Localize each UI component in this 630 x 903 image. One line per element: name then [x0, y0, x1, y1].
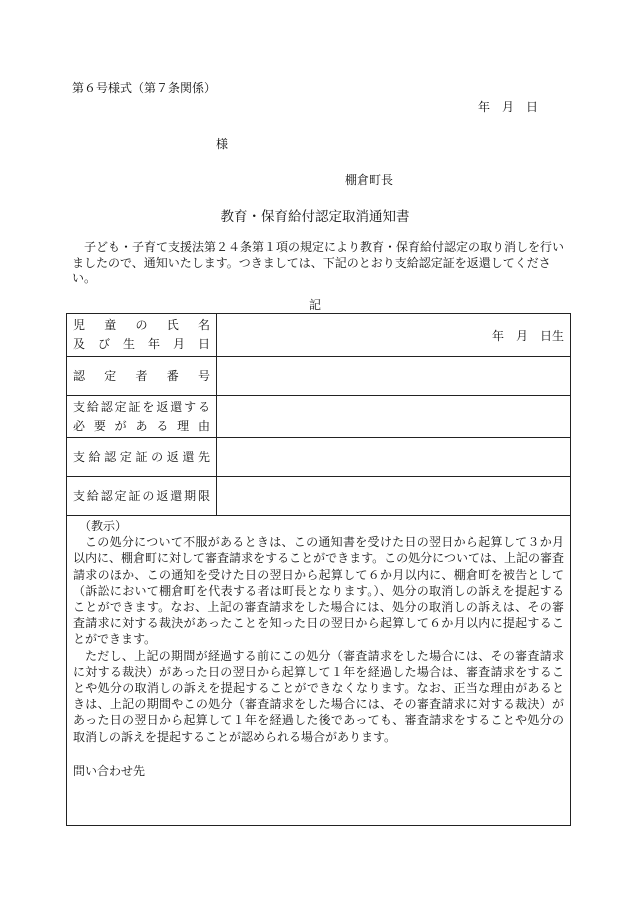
row-label	[67, 314, 217, 357]
certificate-number-field	[217, 357, 571, 396]
label-line: 認定者番号	[73, 368, 210, 383]
birthdate-field: 年 月 日生	[217, 314, 571, 357]
contact-label: 問い合わせ先	[73, 763, 146, 778]
row-label	[67, 396, 217, 438]
appeal-notice-box	[66, 513, 571, 826]
document-title: 教育・保育給付認定取消通知書	[220, 209, 410, 225]
table-row	[67, 396, 571, 438]
row-label	[67, 357, 217, 396]
return-deadline-field	[217, 477, 571, 516]
details-table	[66, 313, 571, 516]
label-line: 支給認定証の返還期限	[73, 488, 210, 503]
table-row	[67, 314, 571, 357]
table-row	[67, 477, 571, 516]
label-line: 支給認定証を返還する	[73, 399, 210, 414]
label-line: 児童の氏名	[73, 318, 210, 332]
notice-paragraph: この処分について不服があるときは、この通知書を受けた日の翌日から起算して３か月以内に、棚倉町に対して審査請求をすることができます。この処分については、上記の審査請求のほか、この通知を受けた日の翌日から起算して６か月以内に、棚倉町を被告として（訴訟において棚倉町を代表する者は町長となります。）、処分の取消しの訴えを提起することができます。なお、上記の審査請求をした場合には、処分の取消しの訴えは、その審査請求に対する裁決があったことを知った日の翌日から起算して６か月以内に提起することができます。	[73, 535, 564, 647]
notice-title: （教示）	[79, 519, 128, 533]
form-number: 第６号様式（第７条関係）	[72, 81, 217, 95]
ki-label: 記	[308, 298, 321, 312]
label-line: 必要がある理由	[73, 418, 210, 433]
return-destination-field	[217, 438, 571, 477]
addressee: 様	[216, 137, 229, 151]
return-reason-field	[217, 396, 571, 438]
body-text: 子ども・子育て支援法第２４条第１項の規定により教育・保育給付認定の取り消しを行いましたので、通知いたします。つきましては、下記のとおり支給認定証を返還してください。	[72, 240, 565, 285]
row-label	[67, 477, 217, 516]
table-row	[67, 357, 571, 396]
notice-paragraph: ただし、上記の期間が経過する前にこの処分（審査請求をした場合には、その審査請求に対する裁決）があった日の翌日から起算して１年を経過した場合は、審査請求をすることや処分の取消しの訴えを提起することができなくなります。なお、正当な理由があるときは、上記の期間やこの処分（審査請求をした場合には、その審査請求に対する裁決）があった日の翌日から起算して１年を経過した後であっても、審査請求をすることや処分の取消しの訴えを提起することが認められる場合があります。	[73, 648, 564, 744]
sender: 棚倉町長	[345, 173, 394, 187]
row-label	[67, 438, 217, 477]
label-line: 支給認定証の返還先	[73, 449, 210, 464]
issue-date: 年 月 日	[478, 100, 539, 114]
label-line: 及び生年月日	[73, 337, 210, 351]
table-row	[67, 438, 571, 477]
